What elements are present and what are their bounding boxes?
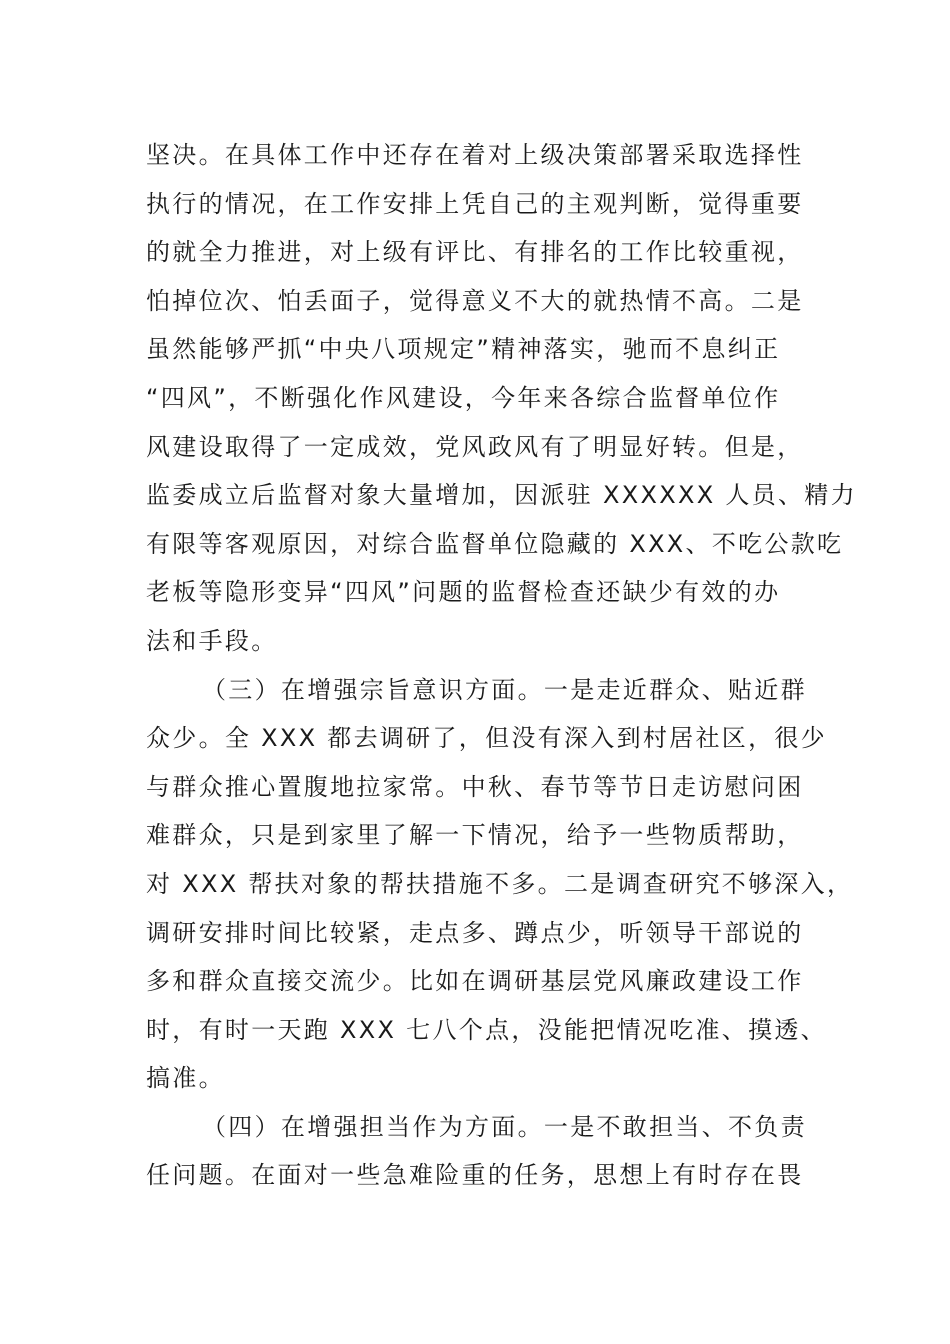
text-line: 搞准。 — [146, 1064, 225, 1093]
text-line: “四风”，不断强化作风建设，今年来各综合监督单位作 — [146, 383, 781, 412]
text-line: 的就全力推进，对上级有评比、有排名的工作比较重视， — [146, 238, 804, 267]
body-text — [146, 131, 857, 1200]
text-line: 虽然能够严抓“中央八项规定”精神落实，驰而不息纠正 — [146, 335, 781, 364]
text-line: 与群众推心置腹地拉家常。中秋、春节等节日走访慰问困 — [146, 772, 804, 801]
text-line: 众少。全 XXX 都去调研了，但没有深入到村居社区，很少 — [146, 724, 827, 753]
text-line: 时，有时一天跑 XXX 七八个点，没能把情况吃准、摸透、 — [146, 1015, 827, 1044]
text-line: 怕掉位次、怕丢面子，觉得意义不大的就热情不高。二是 — [146, 286, 804, 315]
text-line: 坚决。在具体工作中还存在着对上级决策部署采取选择性 — [146, 141, 804, 169]
text-line: 风建设取得了一定成效，党风政风有了明显好转。但是， — [146, 432, 804, 461]
text-line: 老板等隐形变异“四风”问题的监督检查还缺少有效的办 — [146, 578, 781, 607]
text-line: 执行的情况，在工作安排上凭自己的主观判断，觉得重要 — [146, 189, 804, 218]
section-heading-line: （四）在增强担当作为方面。一是不敢担当、不负责 — [202, 1112, 807, 1141]
text-line: 对 XXX 帮扶对象的帮扶措施不多。二是调查研究不够深入， — [146, 869, 854, 898]
text-line: 调研安排时间比较紧，走点多、蹲点少，听领导干部说的 — [146, 918, 804, 947]
section-heading-line: （三）在增强宗旨意识方面。一是走近群众、贴近群 — [202, 675, 807, 704]
text-line: 任问题。在面对一些急难险重的任务，思想上有时存在畏 — [146, 1161, 804, 1190]
text-line: 多和群众直接交流少。比如在调研基层党风廉政建设工作 — [146, 967, 804, 996]
text-line: 有限等客观原因，对综合监督单位隐藏的 XXX、不吃公款吃 — [146, 529, 844, 558]
text-line: 难群众，只是到家里了解一下情况，给予一些物质帮助， — [146, 821, 804, 850]
text-line: 监委成立后监督对象大量增加，因派驻 XXXXXX 人员、精力 — [146, 481, 857, 510]
text-line: 法和手段。 — [146, 626, 278, 655]
